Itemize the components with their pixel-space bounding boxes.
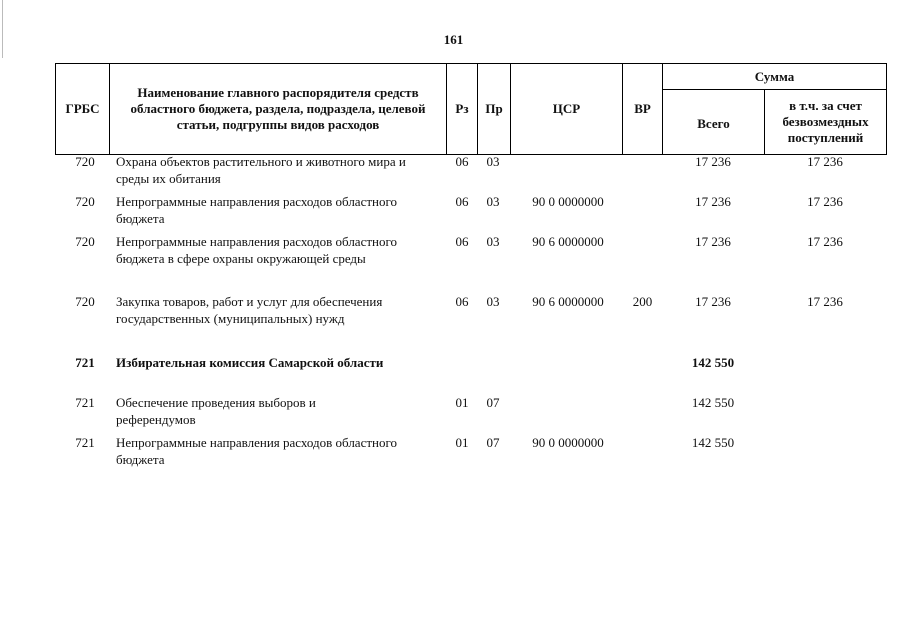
cell-grbs: 721 bbox=[75, 355, 95, 370]
header-sum-label: Сумма bbox=[754, 68, 795, 84]
cell-total: 17 236 bbox=[695, 194, 731, 209]
cell-pr: 03 bbox=[486, 154, 500, 169]
header-vr-label: ВР bbox=[634, 101, 651, 116]
cell-csr: 90 0 0000000 bbox=[532, 194, 604, 209]
header-rz-label: Рз bbox=[455, 101, 469, 116]
cell-name: Охрана объектов растительного и животного мира и среды их обитания bbox=[116, 154, 406, 186]
cell-total: 142 550 bbox=[691, 355, 735, 370]
cell-name: Непрограммные направления расходов областного бюджета в сфере охраны окружающей среды bbox=[116, 234, 397, 266]
cell-pr: 03 bbox=[486, 194, 500, 209]
cell-grbs: 720 bbox=[75, 294, 95, 309]
cell-rz: 01 bbox=[455, 435, 469, 450]
header-name bbox=[109, 63, 447, 155]
header-grbs-label: ГРБС bbox=[65, 101, 100, 116]
cell-free: 17 236 bbox=[807, 294, 843, 309]
header-grbs bbox=[55, 63, 110, 155]
cell-rz: 06 bbox=[455, 294, 469, 309]
cell-free: 17 236 bbox=[807, 234, 843, 249]
cell-total: 142 550 bbox=[691, 395, 735, 410]
cell-grbs: 720 bbox=[75, 234, 95, 249]
header-csr bbox=[510, 63, 623, 155]
cell-grbs: 721 bbox=[75, 395, 95, 410]
cell-pr: 03 bbox=[486, 294, 500, 309]
cell-total: 17 236 bbox=[695, 294, 731, 309]
cell-free: 17 236 bbox=[807, 154, 843, 169]
header-sum bbox=[662, 63, 887, 90]
header-pr bbox=[477, 63, 511, 155]
header-total bbox=[662, 89, 765, 155]
scan-edge-line bbox=[2, 0, 3, 58]
cell-pr: 07 bbox=[486, 395, 500, 410]
cell-name: Непрограммные направления расходов областного бюджета bbox=[116, 194, 397, 226]
header-vr bbox=[622, 63, 663, 155]
cell-name: Избирательная комиссия Самарской области bbox=[116, 355, 384, 370]
cell-csr: 90 6 0000000 bbox=[532, 234, 604, 249]
cell-name: Закупка товаров, работ и услуг для обеспечения государственных (муниципальных) нужд bbox=[116, 294, 383, 326]
cell-rz: 06 bbox=[455, 194, 469, 209]
cell-total: 142 550 bbox=[691, 435, 735, 450]
header-csr-label: ЦСР bbox=[552, 101, 581, 116]
cell-pr: 03 bbox=[486, 234, 500, 249]
header-free-label: в т.ч. за счет безвозмездных поступлений bbox=[782, 98, 869, 145]
cell-csr: 90 0 0000000 bbox=[532, 435, 604, 450]
cell-pr: 07 bbox=[486, 435, 500, 450]
header-total-label: Всего bbox=[697, 116, 730, 131]
cell-grbs: 720 bbox=[75, 194, 95, 209]
cell-name: Непрограммные направления расходов областного бюджета bbox=[116, 435, 397, 467]
header-name-label: Наименование главного распорядителя средств областного бюджета, раздела, подраздела, целевой статьи, подгруппы видов расходов bbox=[130, 85, 426, 132]
cell-vr: 200 bbox=[632, 294, 653, 309]
cell-free: 17 236 bbox=[807, 194, 843, 209]
cell-rz: 01 bbox=[455, 395, 469, 410]
page-number: 161 bbox=[443, 32, 464, 47]
cell-total: 17 236 bbox=[695, 154, 731, 169]
header-rz bbox=[446, 63, 478, 155]
cell-rz: 06 bbox=[455, 154, 469, 169]
header-free bbox=[764, 89, 887, 155]
cell-rz: 06 bbox=[455, 234, 469, 249]
cell-grbs: 721 bbox=[75, 435, 95, 450]
cell-csr: 90 6 0000000 bbox=[532, 294, 604, 309]
cell-total: 17 236 bbox=[695, 234, 731, 249]
header-pr-label: Пр bbox=[485, 101, 503, 116]
cell-grbs: 720 bbox=[75, 154, 95, 169]
cell-name: Обеспечение проведения выборов и референдумов bbox=[116, 395, 316, 427]
